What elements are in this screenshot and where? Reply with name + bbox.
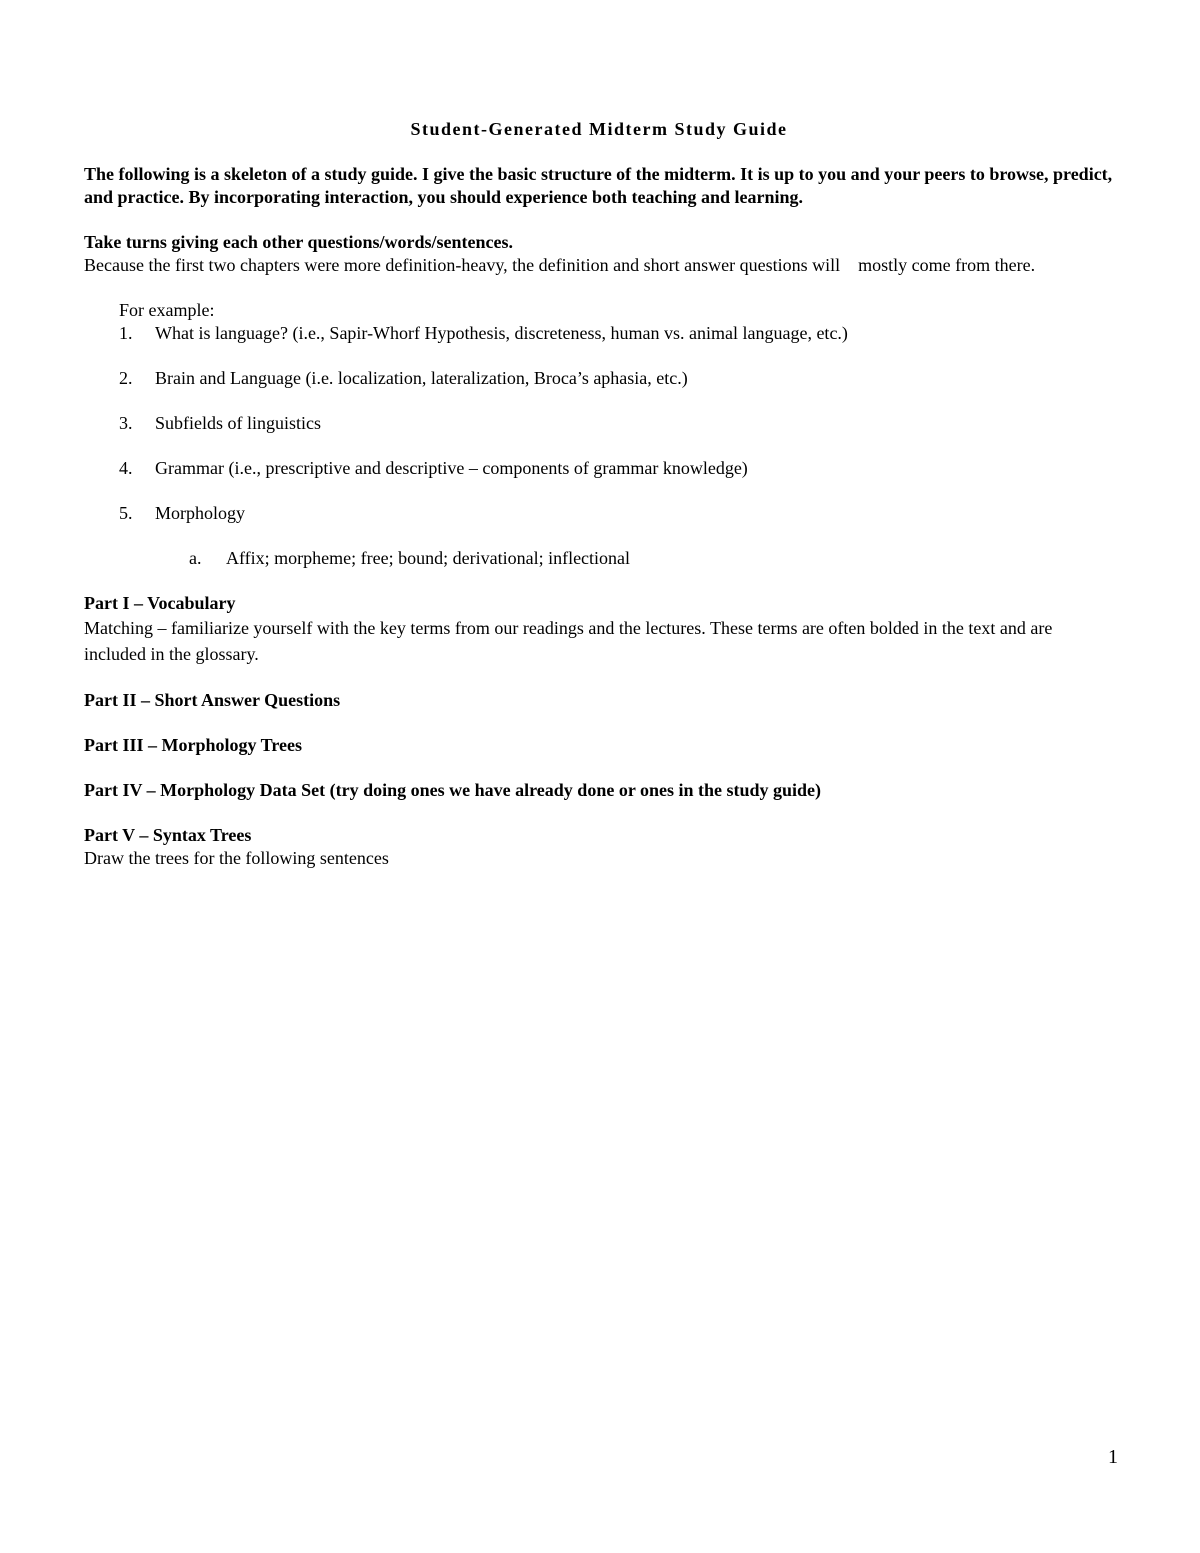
part-morphology-trees bbox=[84, 734, 1114, 757]
topic-list bbox=[84, 322, 1114, 525]
part-heading: Part III – Morphology Trees bbox=[84, 735, 302, 755]
part-vocabulary bbox=[84, 592, 1114, 667]
part-syntax-trees bbox=[84, 824, 1114, 870]
document-title: Student-Generated Midterm Study Guide bbox=[410, 119, 788, 139]
intro-paragraph: The following is a skeleton of a study guide. I give the basic structure of the midterm. It is up to you and your peers to browse, predict, and practice. By incorporating interaction, you should experience both teaching and learning. bbox=[84, 164, 1113, 207]
document-page bbox=[84, 118, 1114, 892]
topic-text: Brain and Language (i.e. localization, lateralization, Broca’s aphasia, etc.) bbox=[155, 368, 688, 388]
topic-item bbox=[84, 457, 1114, 480]
part-short-answer bbox=[84, 689, 1114, 712]
topic-text: Subfields of linguistics bbox=[155, 413, 321, 433]
example-label: For example: bbox=[119, 300, 215, 320]
topic-item bbox=[84, 412, 1114, 435]
part-heading: Part IV – Morphology Data Set (try doing ones we have already done or ones in the study guide) bbox=[84, 780, 822, 800]
topic-text: Grammar (i.e., prescriptive and descriptive – components of grammar knowledge) bbox=[155, 458, 748, 478]
sub-item-letter: a. bbox=[189, 548, 202, 568]
part-heading: Part II – Short Answer Questions bbox=[84, 690, 341, 710]
morphology-sub-item bbox=[84, 547, 1114, 570]
topic-text: Morphology bbox=[155, 503, 245, 523]
topic-item bbox=[84, 502, 1114, 525]
instructions-text: Because the first two chapters were more definition-heavy, the definition and short answer questions will mostly come from there. bbox=[84, 255, 1036, 275]
topic-number: 1. bbox=[119, 323, 133, 343]
topic-number: 2. bbox=[119, 368, 133, 388]
part-description: Draw the trees for the following sentences bbox=[84, 848, 389, 868]
topic-item bbox=[84, 367, 1114, 390]
topic-item bbox=[84, 322, 1114, 345]
part-heading: Part V – Syntax Trees bbox=[84, 825, 252, 845]
sub-item-text: Affix; morpheme; free; bound; derivational; inflectional bbox=[226, 548, 631, 568]
part-heading: Part I – Vocabulary bbox=[84, 593, 236, 613]
topic-text: What is language? (i.e., Sapir-Whorf Hypothesis, discreteness, human vs. animal language, etc.) bbox=[155, 323, 848, 343]
topic-number: 3. bbox=[119, 413, 133, 433]
page-number: 1 bbox=[1108, 1446, 1118, 1468]
part-morphology-data-set bbox=[84, 779, 1114, 802]
part-description: Matching – familiarize yourself with the key terms from our readings and the lectures. These terms are often bolded in the text and are included in the glossary. bbox=[84, 618, 1053, 664]
topic-number: 4. bbox=[119, 458, 133, 478]
instructions-heading: Take turns giving each other questions/words/sentences. bbox=[84, 232, 514, 252]
topic-number: 5. bbox=[119, 503, 133, 523]
